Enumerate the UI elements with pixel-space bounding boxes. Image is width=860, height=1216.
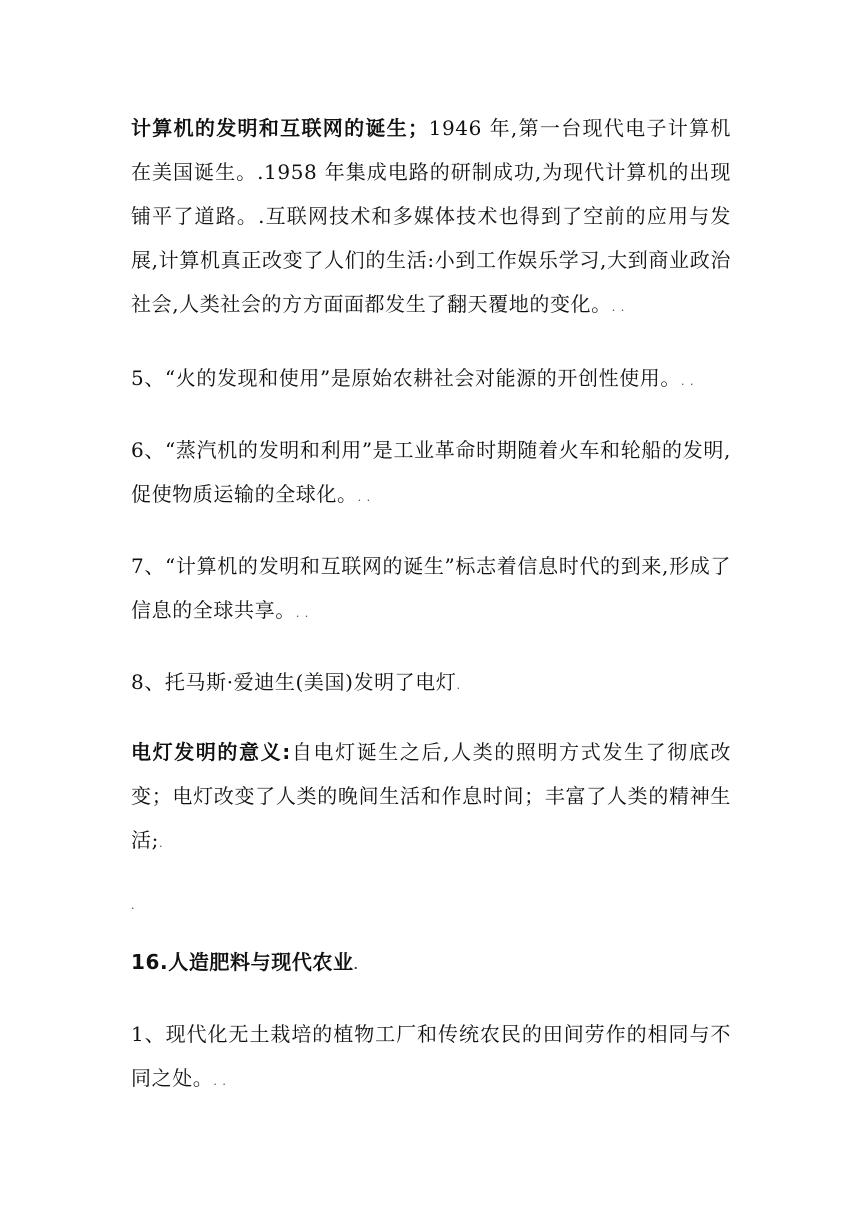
paragraph-text: 7、“计算机的发明和互联网的诞生”标志着信息时代的到来,形成了信息的全球共享。: [131, 554, 731, 622]
paragraph-text: 自电灯诞生之后,人类的照明方式发生了彻底改变；电灯改变了人类的晚间生活和作息时间；丰富了人类的精神生活;: [131, 740, 731, 852]
paragraph-text: 5、“火的发现和使用”是原始农耕社会对能源的开创性使用。: [131, 366, 681, 390]
paragraph-light-significance: [131, 730, 731, 866]
paragraph-mark: . .: [295, 607, 310, 620]
paragraph-mark: .: [131, 899, 136, 912]
paragraph-text: 1946 年,第一台现代电子计算机在美国诞生。.1958 年集成电路的研制成功,为现代计算机的出现铺平了道路。.互联网技术和多媒体技术也得到了空前的应用与发展,计算机真正改变了人们的生活:小到工作娱乐学习,大到商业政治社会,人类社会的方方面面都发生了翻天覆地的变化。: [131, 116, 731, 316]
bold-lead: 计算机的发明和互联网的诞生；: [131, 116, 429, 140]
bold-lead: 电灯发明的意义:: [131, 740, 291, 764]
empty-paragraph: [131, 880, 731, 928]
paragraph-item-5: [131, 356, 731, 404]
paragraph-mark: . .: [357, 491, 372, 504]
paragraph-mark: .: [158, 837, 164, 850]
paragraph-mark: .: [456, 679, 461, 692]
paragraph-item-7: [131, 544, 731, 636]
paragraph-text: 8、托马斯·爱迪生(美国)发明了电灯: [131, 670, 457, 694]
heading-text: 16.人造肥料与现代农业: [131, 950, 354, 974]
paragraph-mark: . .: [611, 301, 626, 314]
paragraph-text: 6、“蒸汽机的发明和利用”是工业革命时期随着火车和轮船的发明,促使物质运输的全球化。: [131, 438, 731, 506]
paragraph-computer-internet: [131, 106, 731, 330]
section-heading: [131, 940, 731, 988]
paragraph-text: 1、现代化无土栽培的植物工厂和传统农民的田间劳作的相同与不同之处。: [131, 1022, 731, 1090]
paragraph-item-1: [131, 1012, 731, 1104]
paragraph-item-8: [131, 660, 731, 708]
paragraph-mark: . .: [213, 1075, 227, 1088]
paragraph-mark: . .: [680, 375, 695, 388]
paragraph-item-6: [131, 428, 731, 520]
paragraph-mark: .: [353, 959, 359, 972]
